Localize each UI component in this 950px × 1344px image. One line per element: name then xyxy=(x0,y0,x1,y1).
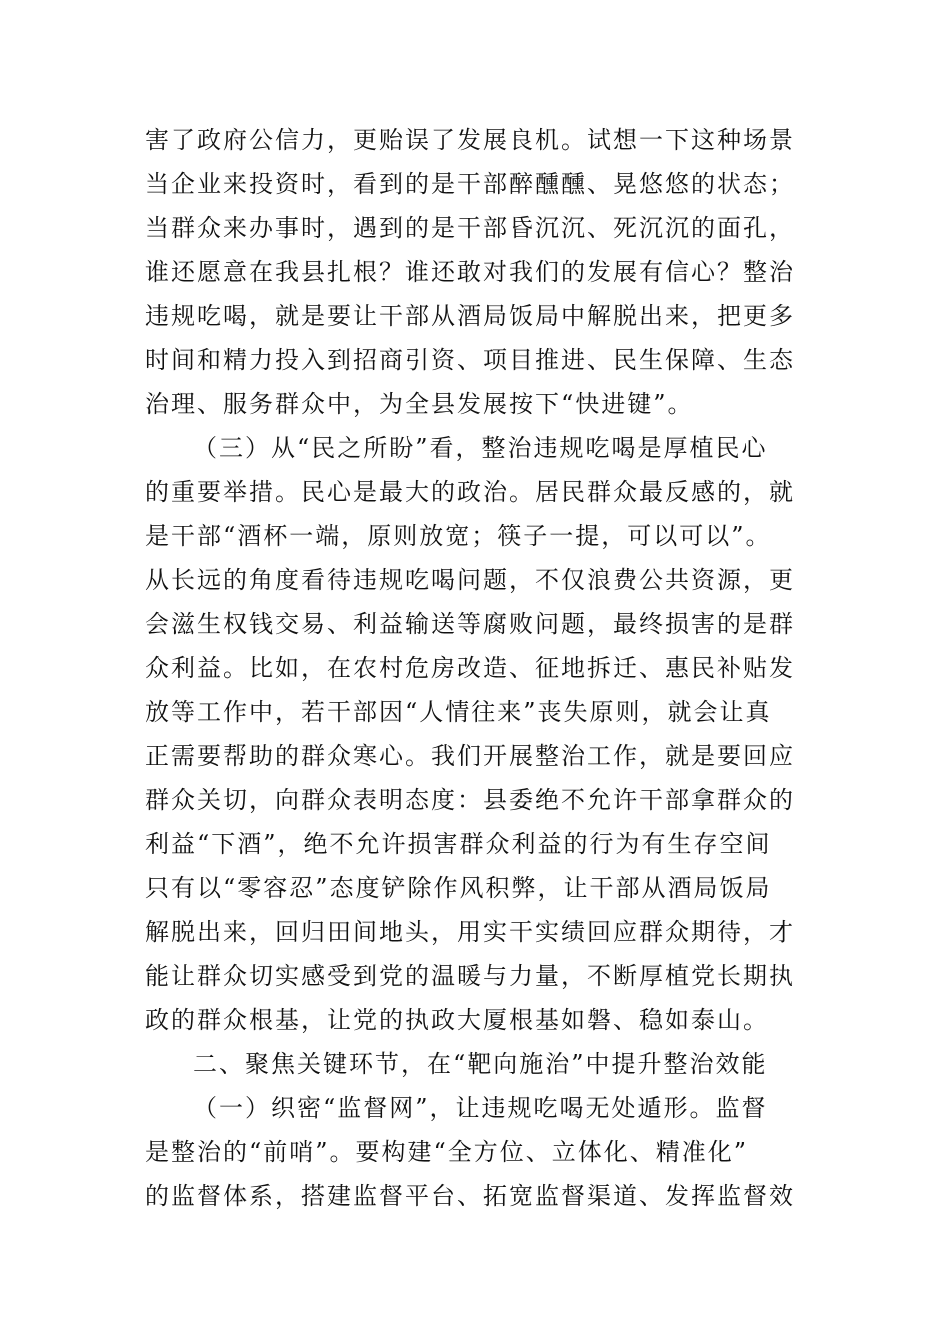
text-line: 群众关切，向群众表明态度：县委绝不允许干部拿群众的 xyxy=(145,786,795,814)
text-line: 违规吃喝，就是要让干部从酒局饭局中解脱出来，把更多 xyxy=(145,302,795,330)
text-line: 只有以“零容忍”态度铲除作风积弊，让干部从酒局饭局 xyxy=(145,874,772,902)
text-line: 会滋生权钱交易、利益输送等腐败问题，最终损害的是群 xyxy=(145,610,795,638)
paragraph-start-line: （一）织密“监督网”，让违规吃喝无处遁形。监督 xyxy=(193,1094,768,1122)
text-line: 是干部“酒杯一端，原则放宽；筷子一提，可以可以”。 xyxy=(145,522,772,550)
text-line: 时间和精力投入到招商引资、项目推进、民生保障、生态 xyxy=(145,346,795,374)
text-line: 的重要举措。民心是最大的政治。居民群众最反感的，就 xyxy=(145,478,795,506)
text-line: 众利益。比如，在农村危房改造、征地拆迁、惠民补贴发 xyxy=(145,654,795,682)
text-line: 当企业来投资时，看到的是干部醉醺醺、晃悠悠的状态； xyxy=(145,170,795,198)
section-heading: 二、聚焦关键环节，在“靶向施治”中提升整治效能 xyxy=(193,1050,768,1078)
text-line: 正需要帮助的群众寒心。我们开展整治工作，就是要回应 xyxy=(145,742,795,770)
text-line: 的监督体系，搭建监督平台、拓宽监督渠道、发挥监督效 xyxy=(145,1182,795,1210)
text-line: 从长远的角度看待违规吃喝问题，不仅浪费公共资源，更 xyxy=(145,566,795,594)
text-line: 政的群众根基，让党的执政大厦根基如磐、稳如泰山。 xyxy=(145,1006,769,1034)
text-line: 当群众来办事时，遇到的是干部昏沉沉、死沉沉的面孔， xyxy=(145,214,795,242)
text-line: 能让群众切实感受到党的温暖与力量，不断厚植党长期执 xyxy=(145,962,795,990)
text-line: 治理、服务群众中，为全县发展按下“快进键”。 xyxy=(145,390,694,418)
text-line: 利益“下酒”，绝不允许损害群众利益的行为有生存空间 xyxy=(145,830,772,858)
text-line: 是整治的“前哨”。要构建“全方位、立体化、精准化” xyxy=(145,1138,749,1166)
text-line: 谁还愿意在我县扎根？谁还敢对我们的发展有信心？整治 xyxy=(145,258,795,286)
text-line: 害了政府公信力，更贻误了发展良机。试想一下这种场景 xyxy=(145,126,795,154)
paragraph-start-line: （三）从“民之所盼”看，整治违规吃喝是厚植民心 xyxy=(193,434,768,462)
text-line: 解脱出来，回归田间地头，用实干实绩回应群众期待，才 xyxy=(145,918,795,946)
text-line: 放等工作中，若干部因“人情往来”丧失原则，就会让真 xyxy=(145,698,772,726)
